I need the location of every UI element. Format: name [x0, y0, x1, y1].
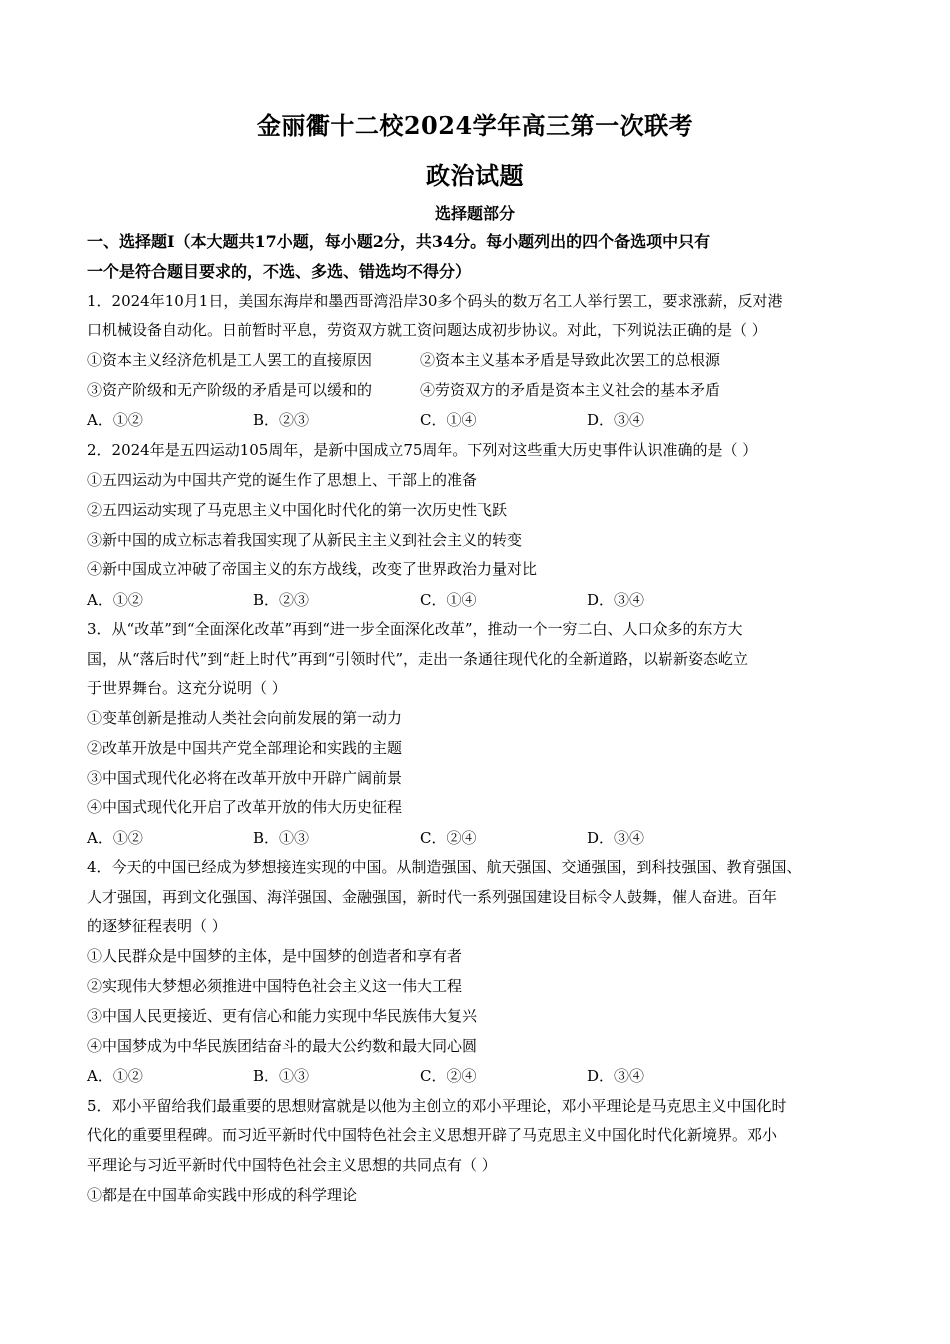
q3-statement-4: ④中国式现代化开启了改革开放的伟大历史征程 [87, 798, 403, 816]
q4-stem-line-3: 的逐梦征程表明（ ） [87, 917, 227, 935]
q1-choice-b: B．②③ [253, 411, 310, 429]
exam-title: 金丽衢十二校2024学年高三第一次联考 [256, 111, 694, 140]
q1-choice-a: A．①② [87, 411, 143, 429]
q2-choice-a: A．①② [87, 591, 143, 609]
q3-stem-line-3: 于世界舞台。这充分说明（ ） [87, 679, 287, 697]
q4-choice-c: C．②④ [420, 1067, 477, 1085]
q2-statement-3: ③新中国的成立标志着我国实现了从新民主主义到社会主义的转变 [87, 531, 523, 549]
q2-choice-d: D．③④ [587, 591, 645, 609]
q3-choice-d: D．③④ [587, 829, 645, 847]
q1-statement-3: ③资产阶级和无产阶级的矛盾是可以缓和的 [87, 381, 373, 399]
q2-statement-1: ①五四运动为中国共产党的诞生作了思想上、干部上的准备 [87, 471, 478, 489]
q4-statement-1: ①人民群众是中国梦的主体，是中国梦的创造者和享有者 [87, 947, 463, 965]
q5-stem-line-1: 5．邓小平留给我们最重要的思想财富就是以他为主创立的邓小平理论，邓小平理论是马克思主义中国化时 [87, 1097, 787, 1115]
q3-stem-line-1: 3．从“改革”到“全面深化改革”再到“进一步全面深化改革”，推动一个一穷二白、人口众多的东方大 [87, 620, 743, 638]
section-line-2: 一个是符合题目要求的，不选、多选、错选均不得分） [87, 262, 472, 281]
q1-statement-4: ④劳资双方的矛盾是资本主义社会的基本矛盾 [420, 381, 721, 399]
q1-statement-2: ②资本主义基本矛盾是导致此次罢工的总根源 [420, 351, 721, 369]
q2-statement-2: ②五四运动实现了马克思主义中国化时代化的第一次历史性飞跃 [87, 501, 508, 519]
q4-choice-a: A．①② [87, 1067, 143, 1085]
q5-statement-1: ①都是在中国革命实践中形成的科学理论 [87, 1186, 358, 1204]
q4-stem-line-1: 4．今天的中国已经成为梦想接连实现的中国。从制造强国、航天强国、交通强国，到科技强国、教育强国、 [87, 858, 802, 876]
q2-choice-c: C．①④ [420, 591, 477, 609]
part-heading: 选择题部分 [434, 204, 515, 223]
q3-choice-c: C．②④ [420, 829, 477, 847]
q1-stem-line-2: 口机械设备自动化。日前暂时平息，劳资双方就工资问题达成初步协议。对此，下列说法正确的是（ ） [87, 321, 767, 339]
q2-statement-4: ④新中国成立冲破了帝国主义的东方战线，改变了世界政治力量对比 [87, 560, 538, 578]
q1-statement-1: ①资本主义经济危机是工人罢工的直接原因 [87, 351, 373, 369]
q3-stem-line-2: 国，从“落后时代”到“赶上时代”再到“引领时代”，走出一条通往现代化的全新道路，以崭新姿态屹立 [87, 650, 749, 668]
section-heading [87, 227, 867, 287]
section-line-1: 一、选择题Ⅰ（本大题共17小题，每小题2分，共34分。每小题列出的四个备选项中只有 [87, 232, 711, 251]
q3-statement-2: ②改革开放是中国共产党全部理论和实践的主题 [87, 739, 403, 757]
q4-choice-d: D．③④ [587, 1067, 645, 1085]
q1-choice-c: C．①④ [420, 411, 477, 429]
q4-choice-b: B．①③ [253, 1067, 310, 1085]
q2-stem-line-1: 2．2024年是五四运动105周年，是新中国成立75周年。下列对这些重大历史事件认识准确的是（ ） [87, 441, 758, 459]
q4-statement-4: ④中国梦成为中华民族团结奋斗的最大公约数和最大同心圆 [87, 1037, 478, 1055]
q4-statement-2: ②实现伟大梦想必须推进中国特色社会主义这一伟大工程 [87, 977, 463, 995]
q5-stem-line-3: 平理论与习近平新时代中国特色社会主义思想的共同点有（ ） [87, 1156, 497, 1174]
q3-choice-b: B．①③ [253, 829, 310, 847]
q1-choice-d: D．③④ [587, 411, 645, 429]
subject-title: 政治试题 [426, 161, 524, 190]
q3-statement-1: ①变革创新是推动人类社会向前发展的第一动力 [87, 709, 403, 727]
q4-statement-3: ③中国人民更接近、更有信心和能力实现中华民族伟大复兴 [87, 1007, 478, 1025]
q4-stem-line-2: 人才强国，再到文化强国、海洋强国、金融强国，新时代一系列强国建设目标令人鼓舞，催人奋进。百年 [87, 888, 778, 906]
q5-stem-line-2: 代化的重要里程碑。而习近平新时代中国特色社会主义思想开辟了马克思主义中国化时代化新境界。邓小 [87, 1126, 778, 1144]
q1-stem-line-1: 1．2024年10月1日，美国东海岸和墨西哥湾沿岸30多个码头的数万名工人举行罢工，要求涨薪，反对港 [87, 292, 783, 310]
q3-choice-a: A．①② [87, 829, 143, 847]
q2-choice-b: B．②③ [253, 591, 310, 609]
q3-statement-3: ③中国式现代化必将在改革开放中开辟广阔前景 [87, 769, 403, 787]
